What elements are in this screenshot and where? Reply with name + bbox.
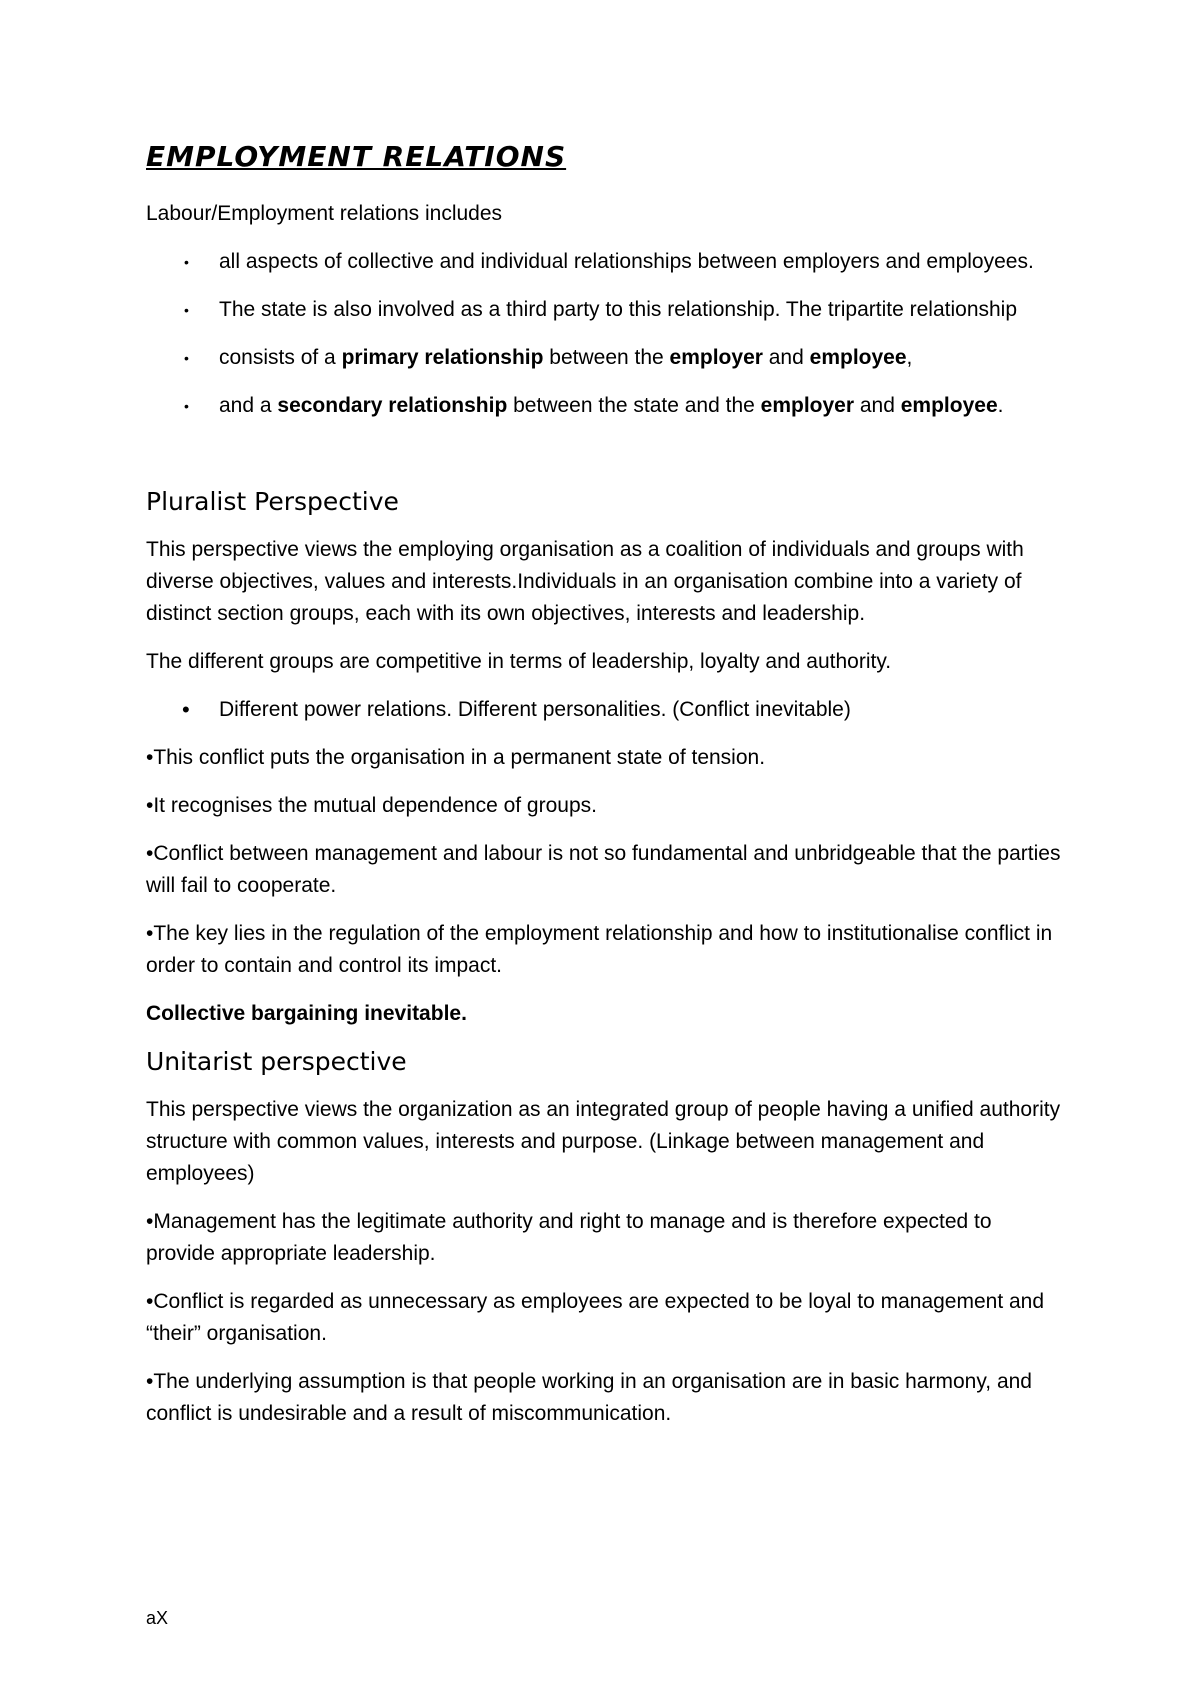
section-heading-pluralist: Pluralist Perspective [146,487,399,516]
pluralist-bullet-list [146,694,1066,726]
paragraph: •Conflict between management and labour is not so fundamental and unbridgeable that the parties will fail to cooperate. [146,842,1061,897]
conclusion-text: Collective bargaining inevitable. [146,1002,467,1025]
paragraph: •This conflict puts the organisation in a permanent state of tension. [146,746,766,769]
intro-bullet-list [146,246,1066,422]
page-footer: aX [146,1608,169,1628]
section-heading-unitarist: Unitarist perspective [146,1047,407,1076]
document-title: EMPLOYMENT RELATIONS [146,140,567,173]
bullet-icon: • [184,398,189,414]
list-item: • consists of a primary relationship between the employer and employee, [146,342,1066,374]
spacer [146,438,1066,486]
paragraph: This perspective views the employing organisation as a coalition of individuals and groups with diverse objectives, values and interests.Individuals in an organisation combine into a variety of distinct section groups, each with its own objectives, interests and leadership. [146,538,1024,625]
paragraph: •The key lies in the regulation of the employment relationship and how to institutionalise conflict in order to contain and control its impact. [146,922,1053,977]
paragraph: •Management has the legitimate authority and right to manage and is therefore expected to provide appropriate leadership. [146,1210,992,1265]
paragraph: •Conflict is regarded as unnecessary as employees are expected to be loyal to management and “their” organisation. [146,1290,1045,1345]
bullet-icon: • [184,254,189,270]
bullet-icon: • [184,302,189,318]
bullet-icon: • [182,697,190,722]
intro-text: Labour/Employment relations includes [146,202,503,225]
list-item: • Different power relations. Different personalities. (Conflict inevitable) [146,694,1066,726]
list-item: • and a secondary relationship between the state and the employer and employee. [146,390,1066,422]
paragraph: This perspective views the organization as an integrated group of people having a unified authority structure with common values, interests and purpose. (Linkage between management and employees) [146,1098,1061,1185]
paragraph: •It recognises the mutual dependence of groups. [146,794,597,817]
paragraph: The different groups are competitive in terms of leadership, loyalty and authority. [146,650,892,673]
bullet-icon: • [184,350,189,366]
list-item: • all aspects of collective and individual relationships between employers and employees. [146,246,1066,278]
paragraph: •The underlying assumption is that people working in an organisation are in basic harmony, and conflict is undesirable and a result of miscommunication. [146,1370,1032,1425]
document-page [146,140,1066,1446]
list-item: • The state is also involved as a third party to this relationship. The tripartite relationship [146,294,1066,326]
